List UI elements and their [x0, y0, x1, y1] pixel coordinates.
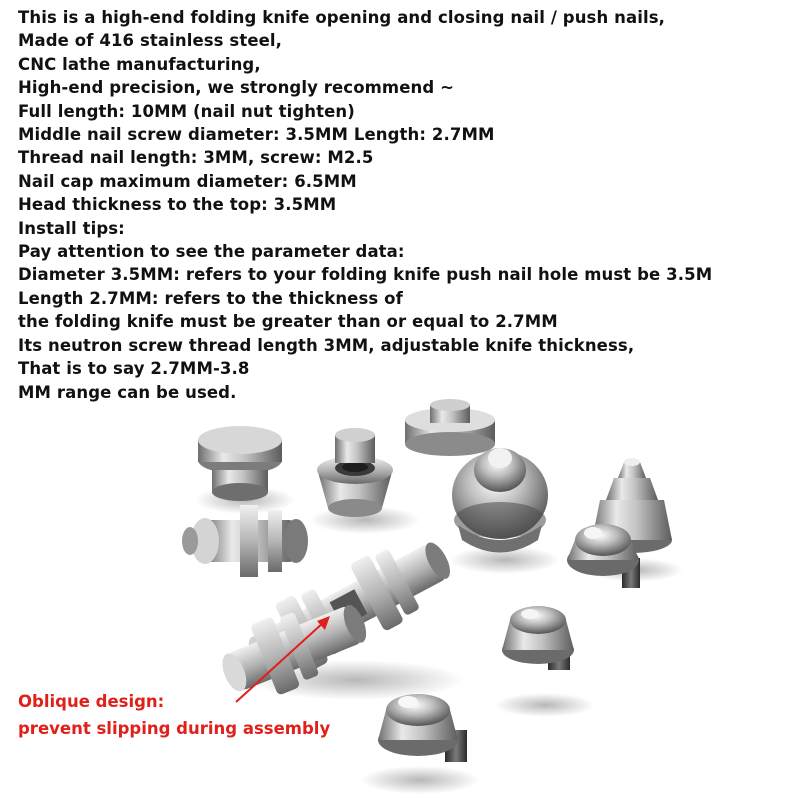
description-line: CNC lathe manufacturing, — [18, 54, 261, 74]
callout-title: Oblique design: — [18, 692, 165, 711]
description-line: Length 2.7MM: refers to the thickness of — [18, 288, 403, 308]
description-line: Nail cap maximum diameter: 6.5MM — [18, 171, 357, 191]
description-line: Full length: 10MM (nail nut tighten) — [18, 101, 355, 121]
description-line: That is to say 2.7MM-3.8 — [18, 359, 250, 379]
description-line: Made of 416 stainless steel, — [18, 31, 283, 51]
arrow-line — [236, 622, 324, 702]
description-line: Thread nail length: 3MM, screw: M2.5 — [18, 148, 374, 168]
description-line: Install tips: — [18, 218, 125, 238]
description-line: Pay attention to see the parameter data: — [18, 242, 405, 262]
description-line: the folding knife must be greater than or equal to 2.7MM — [18, 312, 558, 332]
description-line: Middle nail screw diameter: 3.5MM Length: 2.7MM — [18, 125, 495, 145]
description-line: MM range can be used. — [18, 382, 237, 402]
description-line: High-end precision, we strongly recommend ~ — [18, 78, 455, 98]
description-line: Diameter 3.5MM: refers to your folding knife push nail hole must be 3.5M — [18, 265, 713, 285]
description-line: Its neutron screw thread length 3MM, adjustable knife thickness, — [18, 335, 635, 355]
description-line: This is a high-end folding knife opening and closing nail / push nails, — [18, 8, 666, 27]
callout-subtitle: prevent slipping during assembly — [18, 719, 331, 738]
description-line: Head thickness to the top: 3.5MM — [18, 195, 337, 215]
